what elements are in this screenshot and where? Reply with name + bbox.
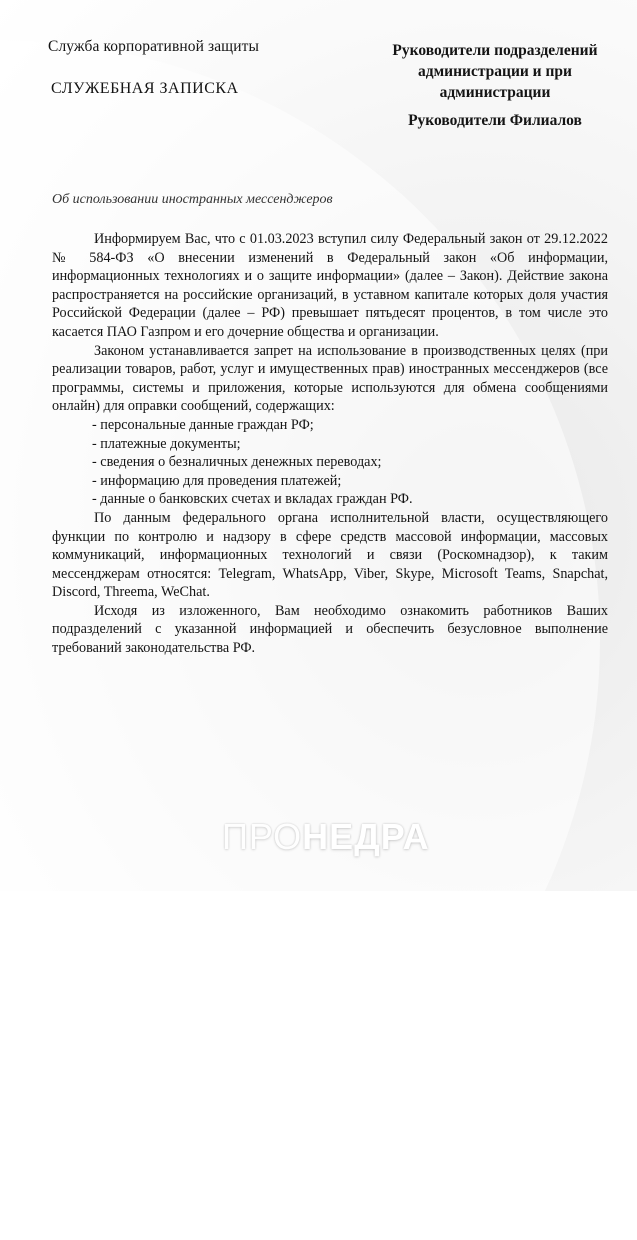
list-item: - информацию для проведения платежей; — [92, 472, 342, 489]
watermark-logo — [222, 816, 430, 858]
document-type: СЛУЖЕБНАЯ ЗАПИСКА — [51, 80, 239, 97]
list-item: - сведения о безналичных денежных переводах; — [92, 454, 382, 471]
paragraph-4: Исходя из изложенного, Вам необходимо ознакомить работников Ваших подразделений с указанной информацией и обеспечить безусловное выполнение требований законодательства РФ. — [52, 602, 608, 657]
addressee-secondary: Руководители Филиалов — [408, 112, 582, 129]
paragraph-1: Информируем Вас, что с 01.03.2023 вступил силу Федеральный закон от 29.12.2022 № 584-ФЗ «О внесении изменений в Федеральный закон «Об информации, информационных технологиях и о защите информации» (далее – Закон). Действие закона распространяется на российские организаций, в уставном капитале которых доля участия Российской Федерации (далее – РФ) превышает пятьдесят процентов, в том числе это касается ПАО Газпром и его дочерние общества и организации. — [52, 231, 608, 340]
paragraph-3: По данным федерального органа исполнительной власти, осуществляющего функции по контролю и надзору в сфере средств массовой информации, массовых коммуникаций, информационных технологий и связи (Роскомнадзор), к таким мессенджерам относятся: Telegram, WhatsApp, Viber, Skype, Microsoft Teams, Snapchat, Discord, Threema, WeChat. — [52, 509, 608, 601]
watermark-part-1: ПРО — [222, 816, 303, 857]
subject-line: Об использовании иностранных мессенджеров — [52, 192, 333, 207]
paragraph-2: Законом устанавливается запрет на использование в производственных целях (при реализации товаров, работ, услуг и имущественных прав) иностранных мессенджеров (все программы, системы и приложения, которые используются для обмена сообщениями онлайн) для оправки сообщений, содержащих: — [52, 342, 608, 415]
list-item: - персональные данные граждан РФ; — [92, 416, 314, 433]
list-item: - платежные документы; — [92, 435, 241, 452]
organization-name: Служба корпоративной защиты — [48, 38, 260, 55]
memo-body — [52, 230, 608, 658]
addressee-primary: Руководители подразделений администрации и при администрации — [392, 42, 598, 101]
watermark-part-2: НЕДРА — [302, 816, 430, 857]
list-item: - данные о банковских счетах и вкладах граждан РФ. — [92, 491, 413, 508]
